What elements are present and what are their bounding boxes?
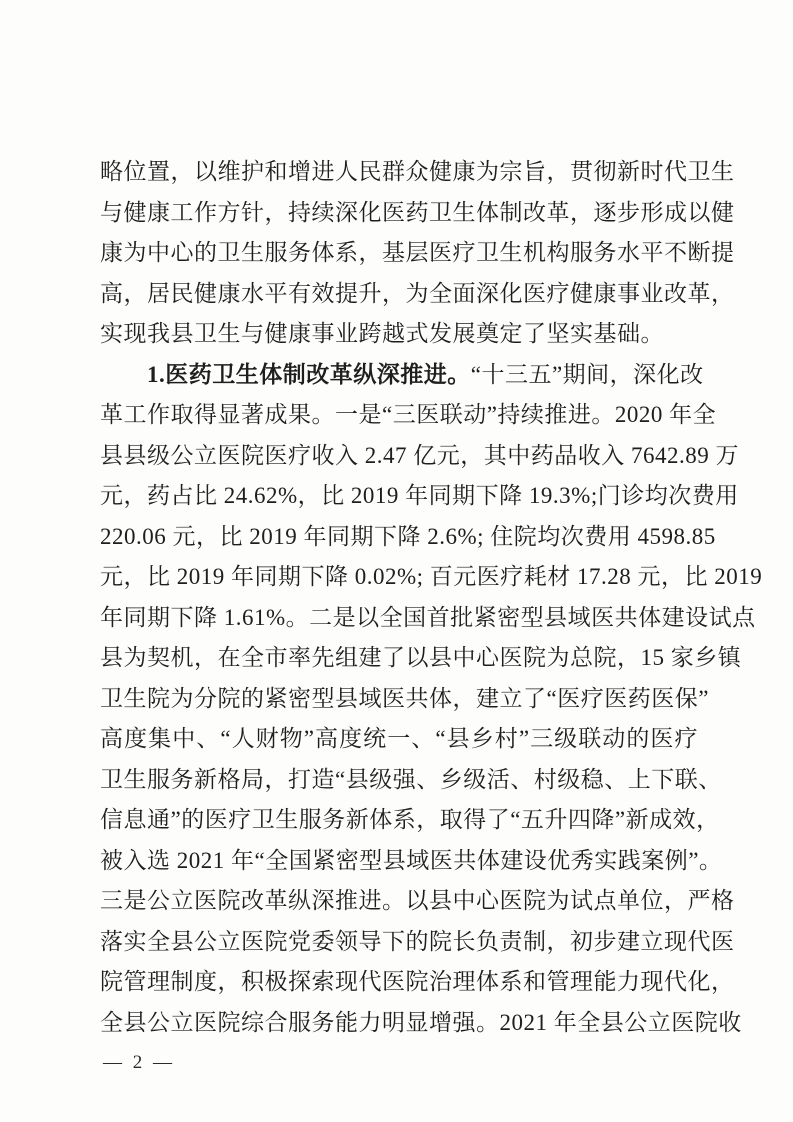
line-text: 三是公立医院改革纵深推进。以县中心医院为试点单位，严格 [100,888,735,913]
text-line [100,800,720,841]
text-line [100,841,723,882]
line-text: 信息通”的医疗卫生服务新体系，取得了“五升四降”新成效， [100,807,720,832]
text-line [100,476,739,517]
text-line [100,395,717,436]
text-line [100,436,739,477]
text-line [100,193,735,234]
text-line [100,152,735,193]
text-line [100,962,735,1003]
text-line [100,760,722,801]
text-line [100,719,698,760]
line-text: 落实全县公立医院党委领导下的院长负责制，初步建立现代医 [100,928,735,954]
text-line [100,274,735,315]
line-text: 高度集中、“人财物”高度统一、“县乡村”三级联动的医疗 [100,726,698,751]
document-body [100,152,763,1043]
text-line [100,638,742,679]
line-text: 高，居民健康水平有效提升，为全面深化医疗健康事业改革， [100,280,735,306]
line-text: “十三五”期间，深化改 [470,361,704,387]
line-text: 院管理制度，积极探索现代医院治理体系和管理能力现代化， [100,969,735,994]
line-text: 220.06 元，比 2019 年同期下降 2.6%; 住院均次费用 4598.85 [100,523,716,549]
line-text: 卫生服务新格局，打造“县级强、乡级活、村级稳、上下联、 [100,766,722,792]
text-line [100,355,704,396]
line-text: 革工作取得显著成果。一是“三医联动”持续推进。2020 年全 [100,402,717,427]
line-text: 年同期下降 1.61%。二是以全国首批紧密型县域医共体建设试点 [100,604,756,630]
text-line [100,679,709,720]
text-line [100,922,735,963]
page-footer [103,1052,175,1074]
text-line [100,557,763,598]
text-line [100,1003,742,1044]
page-number: — 2 — [103,1052,175,1073]
text-line [100,314,698,355]
line-text: 与健康工作方针，持续深化医药卫生体制改革，逐步形成以健 [100,199,735,225]
line-text: 康为中心的卫生服务体系，基层医疗卫生机构服务水平不断提 [100,240,735,265]
line-text: 被入选 2021 年“全国紧密型县域医共体建设优秀实践案例”。 [100,847,723,873]
line-text: 元，比 2019 年同期下降 0.02%; 百元医疗耗材 17.28 元，比 2019 [100,564,763,589]
section-heading: 1.医药卫生体制改革纵深推进。 [147,361,471,387]
text-line [100,517,716,558]
line-text: 县县级公立医院医疗收入 2.47 亿元，其中药品收入 7642.89 万 [100,442,739,468]
line-text: 县为契机，在全市率先组建了以县中心医院为总院，15 家乡镇 [100,645,742,670]
line-text: 实现我县卫生与健康事业跨越式发展奠定了坚实基础。 [100,321,664,346]
text-line [100,233,735,274]
line-text: 元，药占比 24.62%，比 2019 年同期下降 19.3%;门诊均次费用 [100,483,739,508]
text-line [100,598,756,639]
line-text: 略位置，以维护和增进人民群众健康为宗旨，贯彻新时代卫生 [100,159,735,184]
line-text: 卫生院为分院的紧密型县域医共体，建立了“医疗医药医保” [100,685,709,711]
text-line [100,881,735,922]
line-text: 全县公立医院综合服务能力明显增强。2021 年全县公立医院收 [100,1009,742,1035]
